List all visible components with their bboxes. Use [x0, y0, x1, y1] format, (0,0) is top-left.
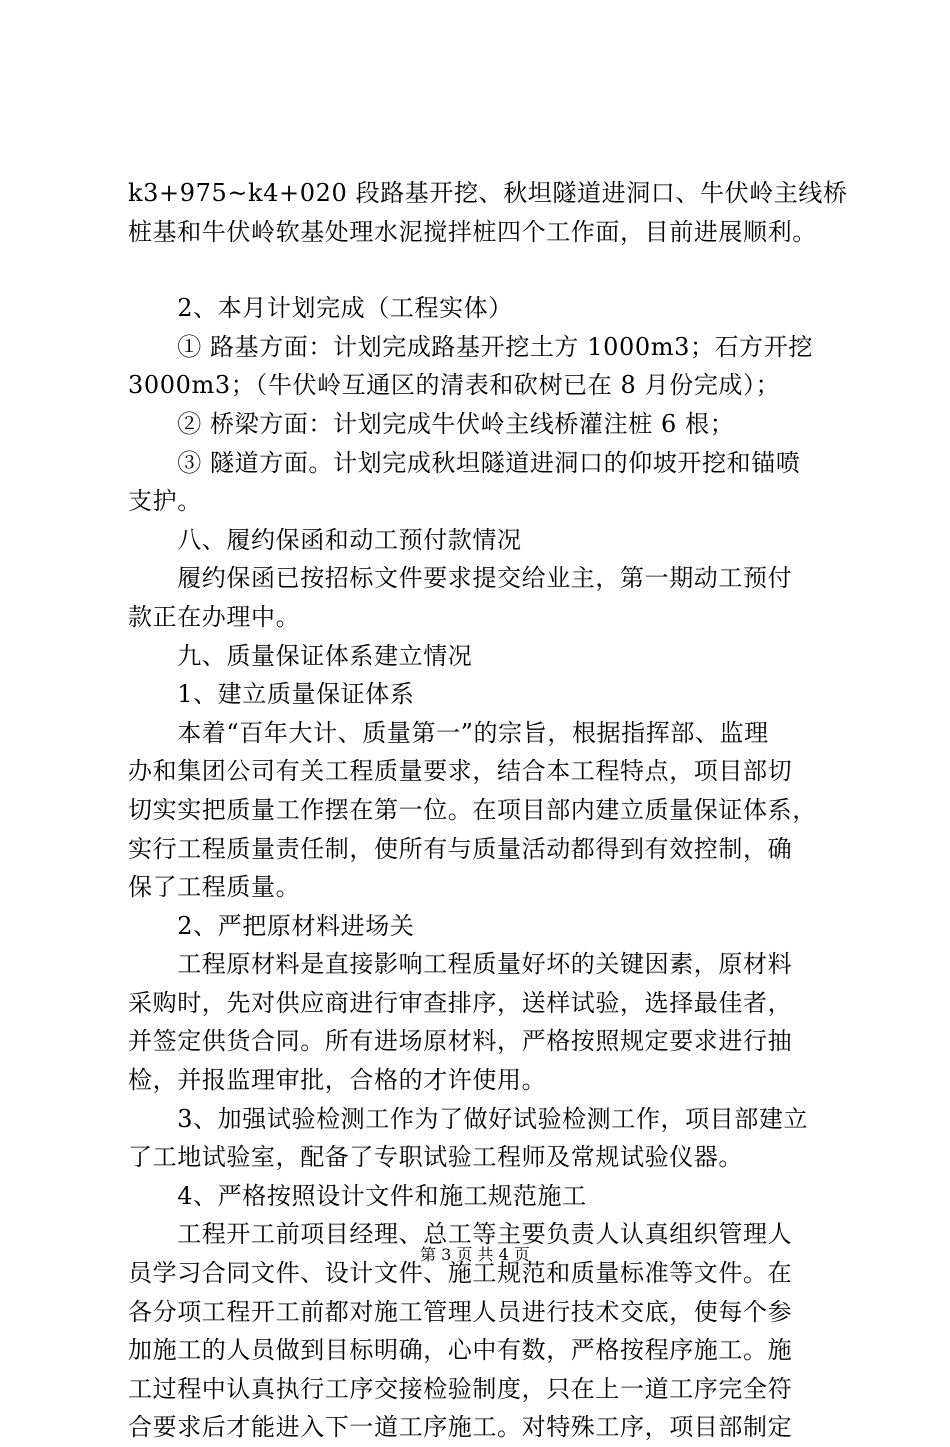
body-line: 本着“百年大计、质量第一”的宗旨，根据指挥部、监理	[128, 718, 769, 747]
body-line: 履约保函已按招标文件要求提交给业主，第一期动工预付	[128, 564, 793, 593]
section-heading: 2、本月计划完成（工程实体）	[128, 294, 513, 323]
body-line: 3000m3；（牛伏岭互通区的清表和砍树已在 8 月份完成）；	[128, 371, 781, 400]
body-line: 办和集团公司有关工程质量要求，结合本工程特点，项目部切	[128, 757, 793, 786]
section-heading: 九、质量保证体系建立情况	[128, 641, 473, 670]
body-line: 桩基和牛伏岭软基处理水泥搅拌桩四个工作面，目前进展顺利。	[128, 217, 817, 246]
body-line: 工程开工前项目经理、总工等主要负责人认真组织管理人	[128, 1220, 793, 1249]
body-line: 3、加强试验检测工作为了做好试验检测工作，项目部建立	[128, 1104, 809, 1133]
body-line: k3+975~k4+020 段路基开挖、秋坦隧道进洞口、牛伏岭主线桥	[128, 179, 848, 207]
body-line: 加施工的人员做到目标明确，心中有数，严格按程序施工。施	[128, 1336, 793, 1365]
subsection-heading: 1、建立质量保证体系	[128, 680, 415, 709]
body-line: 员学习合同文件、设计文件、施工规范和质量标准等文件。在	[128, 1259, 793, 1288]
body-line: 实行工程质量责任制，使所有与质量活动都得到有效控制，确	[128, 834, 793, 863]
subsection-heading: 4、严格按照设计文件和施工规范施工	[128, 1181, 587, 1210]
body-line: 款正在办理中。	[128, 602, 301, 631]
body-line: 检，并报监理审批，合格的才许使用。	[128, 1066, 547, 1095]
subsection-heading: 2、严把原材料进场关	[128, 911, 415, 940]
body-line: ① 路基方面：计划完成路基开挖土方 1000m3；石方开挖	[128, 332, 813, 361]
body-line: 切实实把质量工作摆在第一位。在项目部内建立质量保证体系，	[128, 795, 817, 824]
body-line: 工程原材料是直接影响工程质量好坏的关键因素，原材料	[128, 950, 793, 979]
body-line: 采购时，先对供应商进行审查排序，送样试验，选择最佳者，	[128, 988, 793, 1017]
page-number-label: 第 3 页 共 4 页	[420, 1245, 530, 1264]
page-footer	[0, 1244, 950, 1266]
body-line: 合要求后才能进入下一道工序施工。对特殊工序，项目部制定	[128, 1413, 793, 1442]
paragraph-gap	[128, 251, 840, 289]
body-line: 了工地试验室，配备了专职试验工程师及常规试验仪器。	[128, 1143, 743, 1172]
body-line: 各分项工程开工前都对施工管理人员进行技术交底，使每个参	[128, 1297, 793, 1326]
body-line: ③ 隧道方面。计划完成秋坦隧道进洞口的仰坡开挖和锚喷	[128, 448, 801, 477]
body-line: 保了工程质量。	[128, 873, 301, 902]
body-line: 工过程中认真执行工序交接检验制度，只在上一道工序完全符	[128, 1374, 793, 1403]
section-heading: 八、履约保函和动工预付款情况	[128, 525, 522, 554]
body-line: ② 桥梁方面：计划完成牛伏岭主线桥灌注桩 6 根；	[128, 409, 735, 438]
body-line: 并签定供货合同。所有进场原材料，严格按照规定要求进行抽	[128, 1027, 793, 1056]
body-line: 支护。	[128, 487, 202, 516]
